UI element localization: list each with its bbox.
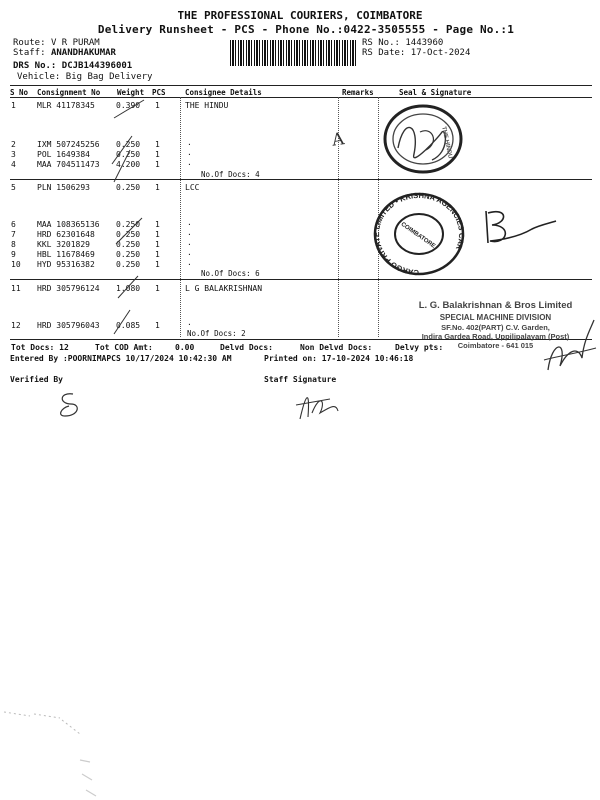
company-stamp-address1: SF.No. 402(PART) C.V. Garden, — [441, 323, 550, 332]
col-pcs: PCS — [152, 88, 166, 97]
group-total: No.Of Docs: 6 — [201, 269, 260, 278]
staff-line: Staff: ANANDHAKUMAR — [13, 48, 116, 58]
staff-signature-label: Staff Signature — [264, 375, 337, 384]
rs-no-line: RS No.: 1443960 — [362, 38, 444, 48]
non-delvd-docs: Non Delvd Docs: — [300, 343, 373, 352]
group-total: No.Of Docs: 4 — [201, 170, 260, 179]
ring-stamp-ring-text: CARGO PRIVATE LIMITED • KRISHNA AGENCIES CAR — [372, 190, 467, 278]
rs-date-line: RS Date: 17-Oct-2024 — [362, 48, 471, 58]
group-rule — [10, 279, 592, 280]
tot-cod-value: 0.00 — [175, 343, 195, 352]
col-seal: Seal & Signature — [399, 88, 472, 97]
staff-value: ANANDHAKUMAR — [50, 48, 116, 58]
delivery-runsheet: THE PROFESSIONAL COURIERS, COIMBATORE Delivery Runsheet - PCS - Phone No.:0422-3505555 - Page No.:1 Route: V R PURAM Staff: ANANDHAKUMAR DRS No.: DCJB144396001 Vehicle: Big Bag Delivery RS No.: 1443960 RS Date: 17-Oct-2024 S No Consignment No Weight PCS Consignee Details Remarks Seal & Signature 1 MLR 41178345 0.390 1 THE HINDU 2 IXM 507245256 0.250 1 . 3 POL 1649384 0.250 1 . 4 MAA 704511473 4.200 1 . No.Of Docs: 4 5 PLN 1506293 0.250 1 LCC 6 MAA 108365136 0.250 1 . 7 HRD 62301648 0.250 1 . 8 KKL 3201829 0.250 1 . 9 HBL 11678469 0.250 1 . 10 HYD 95316382 0.250 1 . No.Of Docs: 6 11 HRD 305796124 1.080 1 L G BALAKRISHNAN 12 HRD 305796043 0.085 1 . No.Of Docs: 2 A THE HINDU CARGO PRIVATE LIMITED • KRISHNA AGENCIES CAR COIMBATORE L. G. Balakrishnan & Bros Limited SPECIAL MACHINE DIVISION SF.No. 402(PART) C.V. Garden, Indira Gardea Road, Uppilipalayam (Post) Coimbatore - 641 015 Tot Docs: 12 Tot COD Amt: 0.00 Delvd Docs: Non Delvd Docs: Delvy pts: Entered By :POORNIMAPCS 10/17/2024 10:42:30 AM Printed on: 17-10-2024 10:46:18 Verified By Staff Signature — [0, 0, 600, 800]
col-sno: S No — [10, 88, 29, 97]
tot-cod-label: Tot COD Amt: — [95, 343, 153, 352]
entered-by: Entered By :POORNIMAPCS 10/17/2024 10:42:30 AM — [10, 354, 232, 363]
runsheet-subtitle: Delivery Runsheet - PCS - Phone No.:0422-3505555 - Page No.:1 — [97, 23, 515, 36]
verified-signature — [55, 390, 85, 420]
col-weight: Weight — [117, 88, 145, 97]
signature-lgb — [538, 310, 598, 380]
verified-by-label: Verified By — [10, 375, 63, 384]
ring-stamp-center-text: COIMBATORE — [399, 221, 437, 250]
drs-value: DCJB144396001 — [61, 61, 133, 71]
delvd-docs: Delvd Docs: — [220, 343, 273, 352]
vehicle-line: Vehicle: Big Bag Delivery — [17, 72, 153, 82]
col-consignment: Consignment No — [37, 88, 101, 97]
remark-handwritten-mark: A — [330, 129, 346, 151]
company-title: THE PROFESSIONAL COURIERS, COIMBATORE — [177, 9, 423, 22]
signature-lcc — [478, 205, 558, 250]
company-stamp-division: SPECIAL MACHINE DIVISION — [439, 313, 552, 322]
company-stamp-name: L. G. Balakrishnan & Bros Limited — [418, 300, 573, 311]
route-value: V R PURAM — [50, 38, 100, 48]
company-stamp-address2: Indira Gardea Road, Uppilipalayam (Post) — [421, 332, 570, 341]
vehicle-value: Big Bag Delivery — [65, 72, 153, 82]
drs-line: DRS No.: DCJB144396001 — [13, 61, 133, 71]
staff-signature — [290, 383, 340, 425]
delvy-pts: Delvy pts: — [395, 343, 444, 352]
rs-date-value: 17-Oct-2024 — [410, 48, 471, 58]
table-header-rule — [10, 97, 592, 98]
printed-on: Printed on: 17-10-2024 10:46:18 — [264, 354, 414, 363]
route-line: Route: V R PURAM — [13, 38, 100, 48]
weight-check-marks — [108, 98, 148, 338]
col-consignee: Consignee Details — [185, 88, 262, 97]
col-divider — [180, 97, 181, 337]
company-stamp-address3: Coimbatore - 641 015 — [457, 341, 534, 350]
group-rule — [10, 179, 592, 180]
round-stamp-text: THE HINDU — [440, 126, 453, 160]
rs-no-value: 1443960 — [405, 38, 444, 48]
round-stamp-hindu — [380, 102, 466, 176]
group-total: No.Of Docs: 2 — [187, 329, 246, 338]
ring-stamp-coimbatore — [373, 192, 465, 276]
barcode — [230, 40, 356, 66]
col-remarks: Remarks — [342, 88, 374, 97]
scan-noise — [0, 700, 120, 800]
table-top-rule — [10, 85, 592, 86]
tot-docs: Tot Docs: 12 — [11, 343, 69, 352]
